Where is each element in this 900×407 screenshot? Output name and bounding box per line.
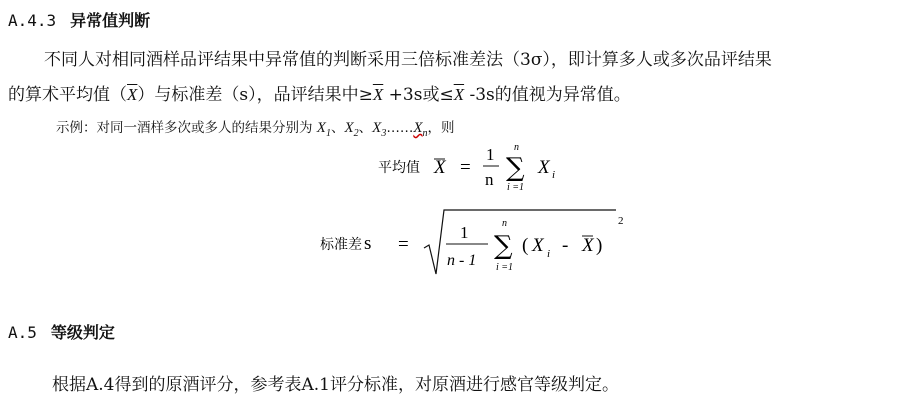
close-paren: )	[596, 235, 603, 256]
open-paren: (	[522, 235, 529, 256]
exponent: 2	[618, 215, 624, 227]
fraction-numerator: 1	[460, 223, 469, 242]
paragraph-text: ）与标准差（s），品评结果中≥	[137, 85, 373, 105]
section-number: A.4.3	[8, 11, 57, 30]
summation-sign: ∑	[494, 231, 513, 261]
formula-label: 平均值	[378, 160, 420, 176]
paragraph-text: 的算术平均值（	[8, 85, 127, 105]
paragraph-text: -3s的值视为异常值。	[464, 85, 631, 105]
separator: 、	[358, 120, 373, 136]
sum-upper-limit: n	[514, 142, 519, 153]
summand-subscript: i	[547, 248, 551, 260]
separator: 、	[330, 120, 345, 136]
equals-sign: =	[398, 234, 409, 255]
example-prefix: 示例：对同一酒样多次或多人的结果分别为	[56, 120, 313, 136]
section-heading-a43	[8, 8, 150, 31]
mean-symbol: $\overline{X}$	[453, 85, 465, 104]
mean-symbol: $\overline{X}$	[127, 85, 138, 104]
sum-lower-limit: i =1	[507, 182, 525, 193]
section-heading-a5	[8, 320, 115, 343]
mean-symbol: X	[582, 235, 594, 256]
summand-subscript: i	[552, 169, 556, 181]
section-number: A.5	[8, 323, 37, 342]
paragraph-text: +3s或≤	[383, 85, 454, 105]
section-title: 异常值判断	[70, 11, 151, 30]
mean-symbol: X	[434, 157, 446, 178]
variable-x2: $X_2$	[344, 120, 359, 139]
example-line	[56, 116, 454, 139]
ellipsis: ……	[386, 120, 414, 136]
paragraph-line-1	[44, 47, 772, 73]
fraction-numerator: 1	[486, 145, 495, 164]
variable-x3: $X_3$	[372, 120, 387, 139]
sum-lower-limit: i =1	[496, 262, 514, 273]
section-title: 等级判定	[50, 323, 115, 342]
summand-variable: X	[532, 235, 544, 256]
example-suffix: ，则	[427, 120, 455, 136]
fraction-denominator: n - 1	[447, 252, 477, 269]
summand-variable: X	[538, 157, 550, 178]
paragraph-text: 不同人对相同酒样品评结果中异常值的判断采用三倍标准差法（3σ），即计算多人或多次品评结果	[44, 50, 772, 70]
formula-mean	[360, 140, 590, 204]
equals-sign: =	[460, 157, 471, 178]
minus-sign: -	[562, 235, 569, 256]
paragraph-line-2	[8, 82, 631, 108]
paragraph-text: 根据A.4得到的原酒评分，参考表A.1评分标准，对原酒进行感官等级判定。	[52, 375, 619, 395]
paragraph-2	[52, 372, 619, 398]
formula-std	[316, 204, 636, 284]
variable-x1: $X_1$	[316, 120, 331, 139]
mean-symbol: $\overline{X}$	[372, 85, 384, 104]
variable-xn: $X_n$	[413, 120, 428, 139]
sum-upper-limit: n	[502, 218, 507, 229]
summation-sign: ∑	[506, 153, 525, 183]
std-symbol: s	[364, 233, 372, 254]
formula-label: 标准差	[320, 237, 362, 253]
fraction-denominator: n	[485, 170, 494, 189]
